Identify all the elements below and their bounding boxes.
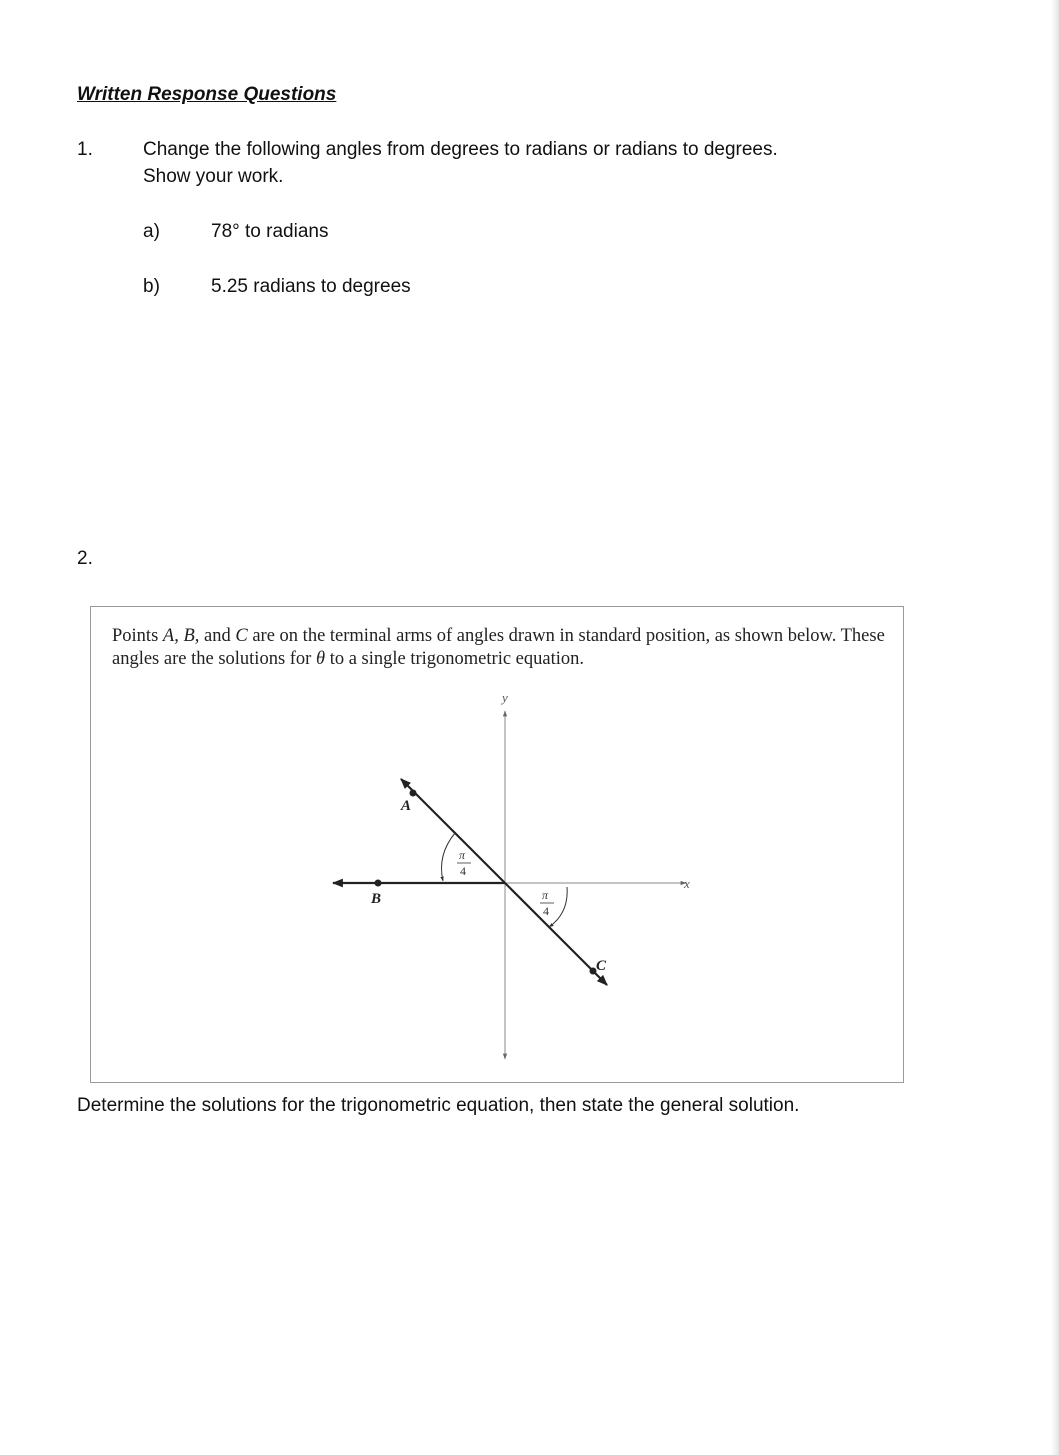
figure-text-theta: θ [315, 649, 326, 669]
question-1-number: 1. [77, 139, 93, 160]
figure-text-mid: are on the terminal arms of angles drawn in standard position, as shown below. These angles are the solutions for [112, 626, 885, 669]
question-2-instruction: Determine the solutions for the trigonometric equation, then state the general solution. [77, 1095, 800, 1116]
angle-diagram [91, 607, 905, 1084]
part-b-label: b) [143, 276, 160, 297]
part-b-text: 5.25 radians to degrees [211, 276, 411, 297]
angle-c-denominator: 4 [543, 904, 549, 918]
point-a-label: A [401, 798, 412, 814]
point-b-label: B [371, 891, 382, 907]
point-b [375, 880, 382, 887]
angle-a-denominator: 4 [460, 864, 466, 878]
point-c-label: C [596, 958, 607, 974]
section-heading: Written Response Questions [77, 84, 337, 105]
question-1-line-1: Change the following angles from degrees to radians or radians to degrees. [143, 139, 778, 160]
page-edge-shadow [1051, 0, 1059, 1455]
question-2-number: 2. [77, 548, 93, 569]
part-a-text: 78° to radians [211, 221, 329, 242]
y-axis-label: y [502, 690, 508, 705]
figure-box [90, 606, 904, 1083]
figure-text-point-a: A [162, 626, 175, 646]
terminal-arm-a [401, 779, 505, 883]
figure-text-point-b: B [183, 626, 195, 646]
point-a [410, 790, 417, 797]
figure-text-sep-1: , [174, 626, 184, 646]
figure-text-sep-2: , and [194, 626, 236, 646]
angle-arc-c [549, 887, 567, 927]
figure-text-pre: Points [112, 626, 163, 646]
figure-text-point-c: C [235, 626, 248, 646]
question-1-line-2: Show your work. [143, 166, 284, 187]
angle-c-numerator: π [542, 888, 549, 902]
part-a-label: a) [143, 221, 160, 242]
angle-arc-a [442, 833, 456, 881]
x-axis-label: x [684, 876, 690, 891]
figure-text-post: to a single trigonometric equation. [325, 649, 584, 669]
angle-a-numerator: π [459, 848, 466, 862]
